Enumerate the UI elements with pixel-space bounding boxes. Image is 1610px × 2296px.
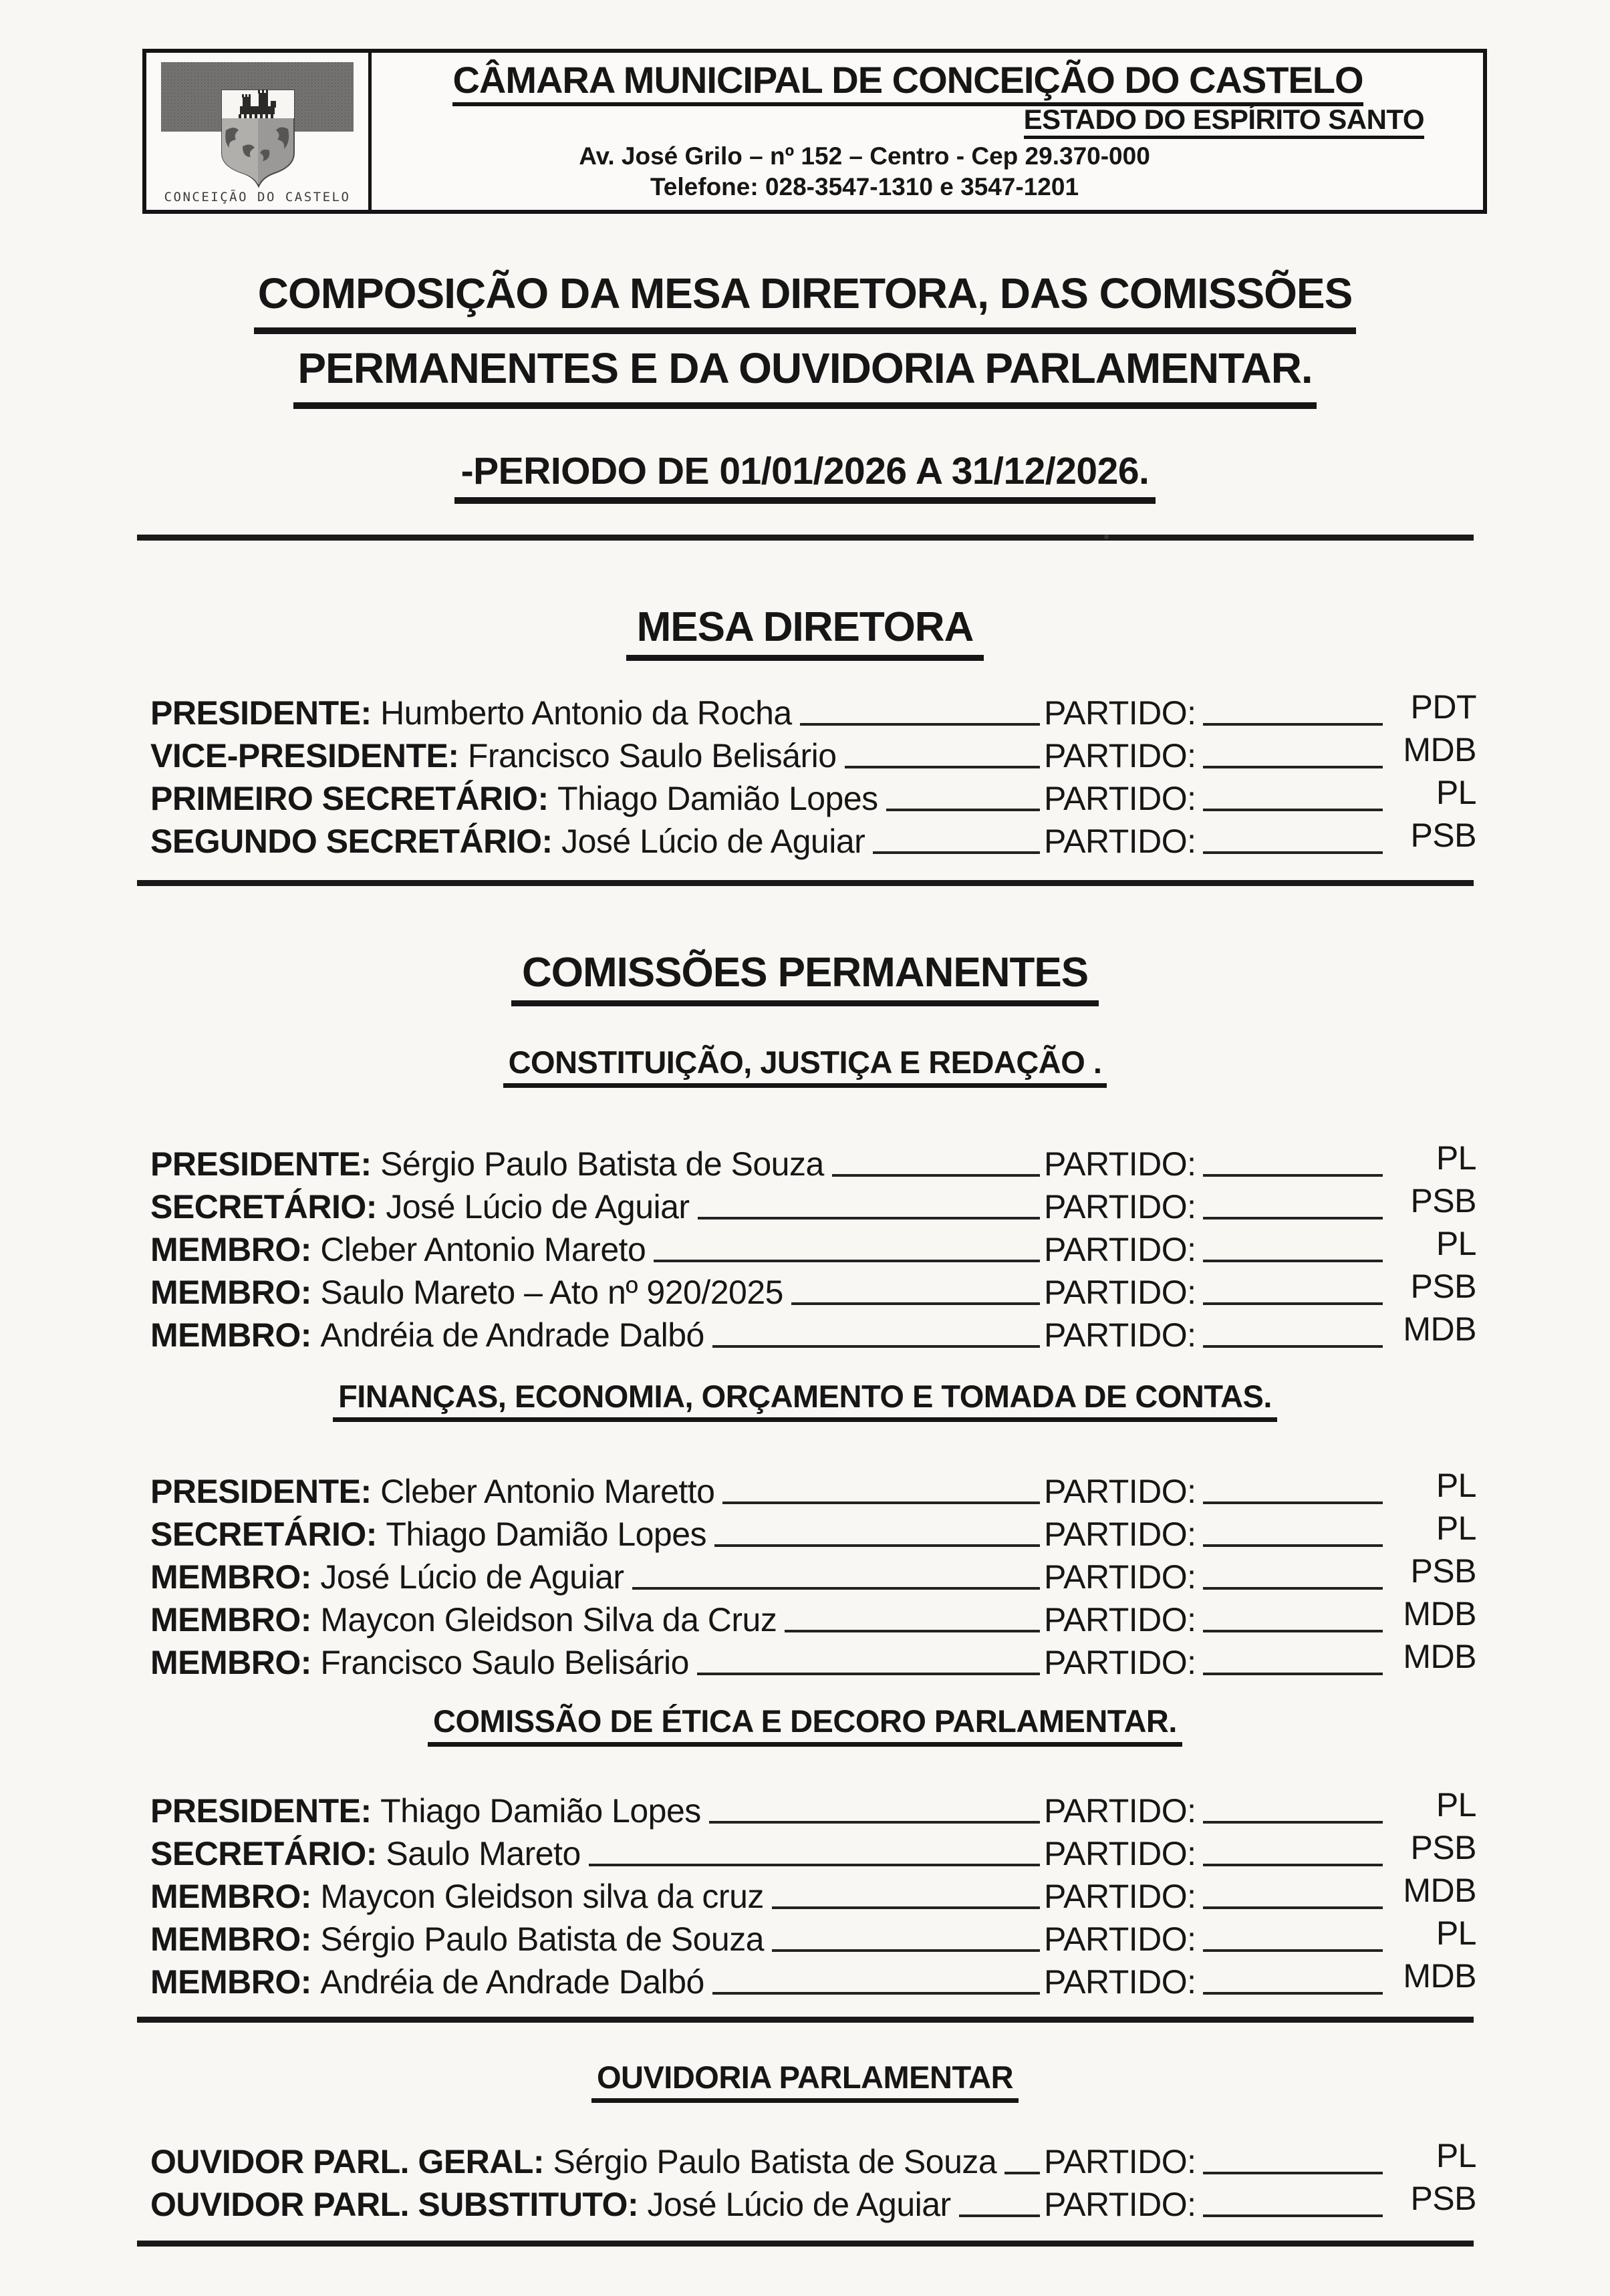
blank-line (712, 1345, 1040, 1348)
roster-row (150, 689, 1476, 732)
partido-label: PARTIDO: (1044, 1920, 1196, 1958)
partido-label: PARTIDO: (1044, 1316, 1196, 1354)
partido-label: PARTIDO: (1044, 2143, 1196, 2180)
blank-line (697, 1673, 1040, 1675)
letterhead (142, 49, 1487, 214)
letterhead-text (372, 53, 1483, 210)
etica-rows (150, 1787, 1476, 2001)
partido-label: PARTIDO: (1044, 1792, 1196, 1830)
horizontal-rule (137, 2017, 1474, 2023)
roster-row (150, 1553, 1476, 1596)
blank-line (1203, 1906, 1383, 1909)
row-left (150, 737, 1044, 774)
roster-row (150, 1268, 1476, 1311)
partido-label: PARTIDO: (1044, 1644, 1196, 1681)
role-label: SEGUNDO SECRETÁRIO: (150, 823, 553, 860)
member-name: Maycon Gleidson Silva da Cruz (311, 1601, 777, 1638)
blank-line (698, 1217, 1040, 1219)
blank-line (873, 851, 1040, 854)
blank-line (1203, 1821, 1383, 1824)
state-name (392, 102, 1424, 137)
row-left (150, 780, 1044, 817)
blank-line (1203, 1174, 1383, 1177)
role-label: MEMBRO: (150, 1920, 311, 1958)
blank-line (1203, 1992, 1383, 1995)
partido-label: PARTIDO: (1044, 1601, 1196, 1638)
partido-label: PARTIDO: (1044, 1473, 1196, 1510)
partido-label: PARTIDO: (1044, 694, 1196, 732)
row-left (150, 1835, 1044, 1872)
role-label: PRESIDENTE: (150, 1792, 372, 1830)
roster-row (150, 1311, 1476, 1354)
partido-label: PARTIDO: (1044, 1835, 1196, 1872)
party-value: MDB (1403, 1638, 1476, 1675)
row-left (150, 1601, 1044, 1638)
blank-line (845, 766, 1040, 768)
partido-label: PARTIDO: (1044, 1145, 1196, 1183)
blank-line (785, 1630, 1040, 1632)
member-name: Sérgio Paulo Batista de Souza (311, 1920, 765, 1958)
roster-row (150, 1510, 1476, 1553)
partido-label: PARTIDO: (1044, 1516, 1196, 1553)
member-name: Thiago Damião Lopes (376, 1516, 707, 1553)
member-name: Saulo Mareto (376, 1835, 581, 1872)
group-heading-etica: COMISSÃO DE ÉTICA E DECORO PARLAMENTAR. (0, 1703, 1610, 1747)
blank-line (1203, 1544, 1383, 1547)
horizontal-rule (137, 535, 1474, 541)
roster-row (150, 1183, 1476, 1226)
party-value: PL (1436, 1914, 1476, 1952)
roster-row (150, 1958, 1476, 2001)
financas-rows (150, 1467, 1476, 1681)
member-name: Saulo Mareto – Ato nº 920/2025 (311, 1274, 783, 1311)
blank-line (832, 1174, 1040, 1177)
member-name: José Lúcio de Aguiar (638, 2186, 951, 2223)
partido-label: PARTIDO: (1044, 737, 1196, 774)
row-left (150, 1145, 1044, 1183)
blank-line (1203, 1501, 1383, 1504)
party-value: PSB (1410, 1829, 1476, 1866)
member-name: Maycon Gleidson silva da cruz (311, 1878, 764, 1915)
party-value: PSB (1410, 1552, 1476, 1590)
role-label: MEMBRO: (150, 1963, 311, 2001)
period-line: -PERIODO DE 01/01/2026 A 31/12/2026. (0, 449, 1610, 504)
partido-label: PARTIDO: (1044, 1558, 1196, 1596)
organization-name-text: CÂMARA MUNICIPAL DE CONCEIÇÃO DO CASTELO (452, 59, 1363, 106)
blank-line (654, 1260, 1040, 1262)
partido-label: PARTIDO: (1044, 1878, 1196, 1915)
member-name: Andréia de Andrade Dalbó (311, 1316, 704, 1354)
row-left (150, 1878, 1044, 1915)
party-value: PL (1436, 1786, 1476, 1824)
roster-row (150, 1140, 1476, 1183)
row-left (150, 1644, 1044, 1681)
member-name: José Lúcio de Aguiar (552, 823, 865, 860)
roster-row (150, 1638, 1476, 1681)
blank-line (714, 1544, 1040, 1547)
blank-line (1203, 1864, 1383, 1866)
member-name: Francisco Saulo Belisário (311, 1644, 689, 1681)
role-label: SECRETÁRIO: (150, 1188, 377, 1226)
party-value: PSB (1410, 2180, 1476, 2217)
roster-row (150, 1915, 1476, 1958)
blank-line (1203, 723, 1383, 726)
member-name: Cleber Antonio Mareto (311, 1231, 646, 1268)
role-label: MEMBRO: (150, 1601, 311, 1638)
logo-caption: CONCEIÇÃO DO CASTELO (164, 189, 351, 204)
role-label: PRIMEIRO SECRETÁRIO: (150, 780, 549, 817)
roster-row (150, 1226, 1476, 1268)
roster-row (150, 774, 1476, 817)
party-value: MDB (1403, 1595, 1476, 1632)
section-heading-mesa-diretora: MESA DIRETORA (0, 603, 1610, 661)
municipal-coat-of-arms-logo (146, 53, 372, 210)
role-label: MEMBRO: (150, 1274, 311, 1311)
party-value: PSB (1410, 1182, 1476, 1219)
mesa-diretora-rows (150, 689, 1476, 860)
blank-line (1203, 1302, 1383, 1305)
row-left (150, 1558, 1044, 1596)
row-left (150, 1920, 1044, 1958)
party-value: PDT (1410, 688, 1476, 726)
partido-label: PARTIDO: (1044, 1274, 1196, 1311)
role-label: OUVIDOR PARL. GERAL: (150, 2143, 545, 2180)
party-value: PL (1436, 774, 1476, 811)
scan-speck (1104, 535, 1109, 539)
blank-line (772, 1906, 1040, 1909)
role-label: MEMBRO: (150, 1644, 311, 1681)
role-label: MEMBRO: (150, 1878, 311, 1915)
member-name: Andréia de Andrade Dalbó (311, 1963, 704, 2001)
party-value: PL (1436, 1225, 1476, 1262)
blank-line (1203, 1345, 1383, 1348)
party-value: PSB (1410, 1268, 1476, 1305)
blank-line (632, 1587, 1040, 1590)
partido-label: PARTIDO: (1044, 1188, 1196, 1226)
role-label: VICE-PRESIDENTE: (150, 737, 459, 774)
roster-row (150, 1787, 1476, 1830)
row-left (150, 1231, 1044, 1268)
section-heading-ouvidoria: OUVIDORIA PARLAMENTAR (0, 2059, 1610, 2103)
ouvidoria-rows (150, 2138, 1476, 2223)
blank-line (886, 809, 1040, 811)
blank-line (709, 1821, 1040, 1824)
section-heading-comissoes-permanentes: COMISSÕES PERMANENTES (0, 949, 1610, 1006)
horizontal-rule (137, 880, 1474, 886)
party-value: PL (1436, 1510, 1476, 1547)
party-value: PL (1436, 1467, 1476, 1504)
blank-line (791, 1302, 1040, 1305)
member-name: José Lúcio de Aguiar (311, 1558, 624, 1596)
organization-name (392, 59, 1424, 101)
blank-line (1203, 809, 1383, 811)
blank-line (1203, 1630, 1383, 1632)
blank-line (1203, 1587, 1383, 1590)
horizontal-rule (137, 2241, 1474, 2247)
partido-label: PARTIDO: (1044, 2186, 1196, 2223)
blank-line (1203, 1949, 1383, 1952)
title-line-1: COMPOSIÇÃO DA MESA DIRETORA, DAS COMISSÕES (0, 262, 1610, 337)
party-value: PSB (1410, 817, 1476, 854)
row-left (150, 2143, 1044, 2180)
party-value: PL (1436, 1139, 1476, 1177)
coat-of-arms-icon (157, 55, 358, 208)
role-label: PRESIDENTE: (150, 1145, 372, 1183)
role-label: MEMBRO: (150, 1231, 311, 1268)
blank-line (800, 723, 1040, 726)
role-label: MEMBRO: (150, 1558, 311, 1596)
row-left (150, 1792, 1044, 1830)
role-label: MEMBRO: (150, 1316, 311, 1354)
row-left (150, 1188, 1044, 1226)
member-name: Sérgio Paulo Batista de Souza (371, 1145, 824, 1183)
blank-line (1203, 1260, 1383, 1262)
row-left (150, 823, 1044, 860)
partido-label: PARTIDO: (1044, 1231, 1196, 1268)
roster-row (150, 1467, 1476, 1510)
member-name: Thiago Damião Lopes (371, 1792, 701, 1830)
role-label: SECRETÁRIO: (150, 1516, 377, 1553)
roster-row (150, 2180, 1476, 2223)
role-label: PRESIDENTE: (150, 694, 372, 732)
party-value: MDB (1403, 1957, 1476, 1995)
member-name: Francisco Saulo Belisário (458, 737, 837, 774)
partido-label: PARTIDO: (1044, 823, 1196, 860)
roster-row (150, 1872, 1476, 1915)
blank-line (1203, 1217, 1383, 1219)
group-heading-financas: FINANÇAS, ECONOMIA, ORÇAMENTO E TOMADA DE CONTAS. (0, 1378, 1610, 1422)
row-left (150, 1316, 1044, 1354)
row-left (150, 1274, 1044, 1311)
group-heading-constituicao: CONSTITUIÇÃO, JUSTIÇA E REDAÇÃO . (0, 1044, 1610, 1088)
title-line-2: PERMANENTES E DA OUVIDORIA PARLAMENTAR. (0, 337, 1610, 412)
roster-row (150, 2138, 1476, 2180)
phone-line: Telefone: 028-3547-1310 e 3547-1201 (650, 173, 1079, 200)
blank-line (1004, 2172, 1040, 2174)
member-name: José Lúcio de Aguiar (376, 1188, 690, 1226)
party-value: MDB (1403, 731, 1476, 768)
roster-row (150, 817, 1476, 860)
member-name: Thiago Damião Lopes (548, 780, 878, 817)
roster-row (150, 1830, 1476, 1872)
roster-row (150, 732, 1476, 774)
row-left (150, 2186, 1044, 2223)
row-left (150, 694, 1044, 732)
blank-line (1203, 2172, 1383, 2174)
member-name: Sérgio Paulo Batista de Souza (544, 2143, 997, 2180)
row-left (150, 1963, 1044, 2001)
party-value: PL (1436, 2137, 1476, 2174)
blank-line (712, 1992, 1040, 1995)
address-line: Av. José Grilo – nº 152 – Centro - Cep 29.370-000 (579, 142, 1150, 170)
state-name-text: ESTADO DO ESPÍRITO SANTO (1024, 104, 1424, 139)
blank-line (1203, 2214, 1383, 2217)
role-label: SECRETÁRIO: (150, 1835, 377, 1872)
party-value: MDB (1403, 1872, 1476, 1909)
constituicao-rows (150, 1140, 1476, 1354)
blank-line (959, 2214, 1040, 2217)
blank-line (722, 1501, 1040, 1504)
partido-label: PARTIDO: (1044, 780, 1196, 817)
role-label: OUVIDOR PARL. SUBSTITUTO: (150, 2186, 639, 2223)
row-left (150, 1516, 1044, 1553)
blank-line (1203, 766, 1383, 768)
member-name: Humberto Antonio da Rocha (371, 694, 792, 732)
blank-line (1203, 851, 1383, 854)
member-name: Cleber Antonio Maretto (371, 1473, 715, 1510)
party-value: MDB (1403, 1310, 1476, 1348)
blank-line (1203, 1673, 1383, 1675)
role-label: PRESIDENTE: (150, 1473, 372, 1510)
partido-label: PARTIDO: (1044, 1963, 1196, 2001)
blank-line (772, 1949, 1040, 1952)
row-left (150, 1473, 1044, 1510)
blank-line (589, 1864, 1040, 1866)
roster-row (150, 1596, 1476, 1638)
